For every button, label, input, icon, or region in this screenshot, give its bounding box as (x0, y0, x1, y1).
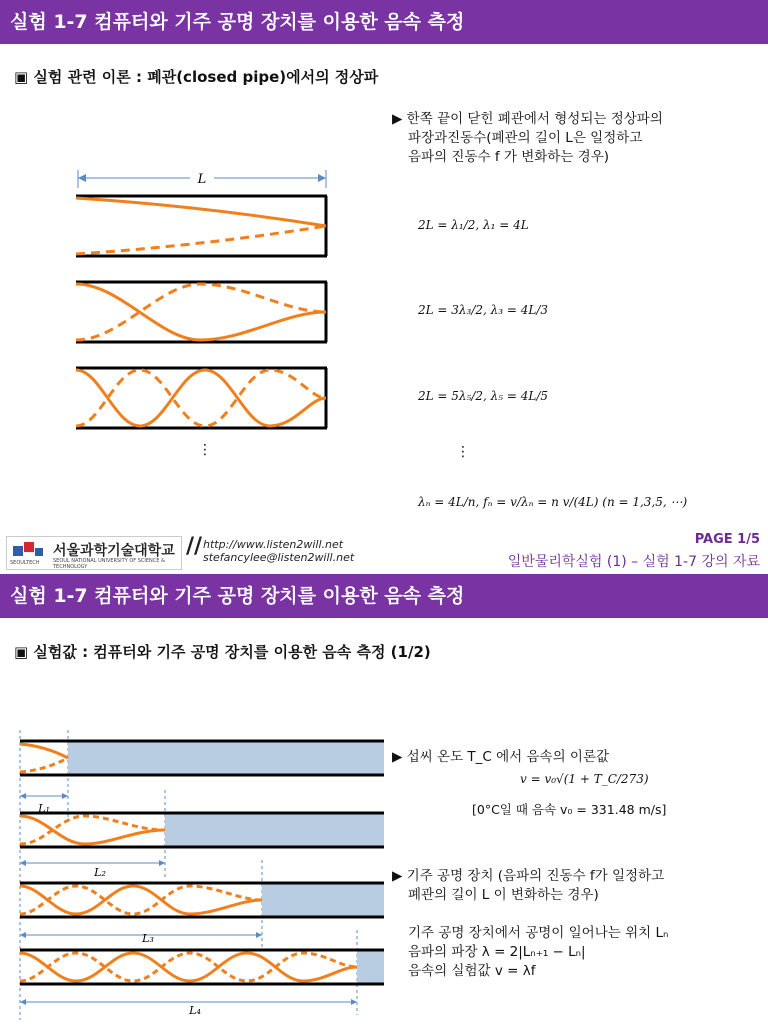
length-label-2: L₂ (94, 866, 106, 879)
tube-2 (20, 813, 384, 847)
note3-line-2: 음파의 파장 λ = 2|Lₙ₊₁ − Lₙ| (408, 944, 586, 960)
slide2-note-2 (392, 867, 664, 905)
length-label-4: L₄ (189, 1004, 201, 1017)
university-logo (6, 536, 182, 570)
tube-3 (20, 883, 384, 917)
page-number: PAGE 1/5 (694, 532, 760, 547)
slide2-section-heading: ▣ 실험값 : 컴퓨터와 기주 공명 장치를 이용한 음속 측정 (1/2) (14, 643, 431, 661)
slide2-title: 실험 1-7 컴퓨터와 기주 공명 장치를 이용한 음속 측정 (10, 585, 465, 607)
footer (0, 528, 768, 574)
slide1-note (392, 110, 663, 167)
length-label-3: L₃ (142, 932, 154, 945)
note2-line-1: ▶ 기주 공명 장치 (음파의 진동수 f가 일정하고 (392, 868, 665, 884)
length-label-1: L₁ (38, 802, 50, 815)
footer-links (203, 538, 354, 564)
university-name: 서울과학기술대학교 (53, 543, 175, 559)
ellipsis-right: ⋮ (456, 444, 470, 460)
ellipsis-left: ⋮ (198, 442, 212, 458)
note2-line-2: 폐관의 길이 L 이 변화하는 경우) (408, 887, 599, 903)
note3-line-1: 기주 공명 장치에서 공명이 일어나는 위치 Lₙ (408, 925, 669, 941)
university-sub: SEOULTECH (10, 560, 40, 566)
pipe-mode-3 (76, 282, 327, 342)
slide2-title-bar (0, 574, 768, 618)
university-sub-full: SEOUL NATIONAL UNIVERSITY OF SCIENCE & TECHNOLOGY (53, 558, 165, 570)
slide1-section-heading: ▣ 실험 관련 이론 : 폐관(closed pipe)에서의 정상파 (14, 68, 379, 86)
tube-4 (20, 950, 384, 984)
theory-formula: v = v₀√(1 + T_C/273) (520, 772, 649, 786)
pipe-mode-5 (76, 368, 327, 428)
slash-icon: // (186, 534, 203, 559)
length-label: L (197, 172, 207, 187)
university-emblem-icon (11, 540, 49, 560)
note-line-3: 음파의 진동수 f 가 변화하는 경우) (408, 149, 610, 165)
slide2-note-1 (392, 748, 609, 767)
equation-mode-1: 2L = λ₁/2, λ₁ = 4L (418, 218, 529, 232)
note3-line-3: 음속의 실험값 v = λf (408, 963, 536, 979)
reference-speed: [0°C일 때 음속 v₀ = 331.48 m/s] (472, 802, 667, 817)
pipe-mode-1 (76, 196, 327, 256)
website-link[interactable]: http://www.listen2will.net (203, 538, 344, 551)
slide2-note-3 (408, 924, 668, 981)
closed-pipe-diagram (0, 160, 390, 460)
general-equation: λₙ = 4L/n, fₙ = v/λₙ = n v/(4L) (n = 1,3,5, ⋯) (418, 495, 688, 509)
note1-line-1: ▶ 섭씨 온도 T_C 에서 음속의 이론값 (392, 749, 610, 765)
equation-mode-3: 2L = 3λ₃/2, λ₃ = 4L/3 (418, 303, 549, 317)
tube-1 (20, 741, 384, 775)
note-line-2: 파장과진동수(폐관의 길이 L은 일정하고 (408, 130, 643, 146)
resonance-tube-diagram (0, 730, 392, 1020)
course-name: 일반물리학실험 (1) – 실험 1-7 강의 자료 (507, 554, 760, 570)
equation-mode-5: 2L = 5λ₅/2, λ₅ = 4L/5 (418, 389, 549, 403)
note-line-1: ▶ 한쪽 끝이 닫힌 폐관에서 형성되는 정상파의 (392, 111, 663, 127)
slide1-title: 실험 1-7 컴퓨터와 기주 공명 장치를 이용한 음속 측정 (10, 11, 465, 33)
slide1-title-bar (0, 0, 768, 44)
email-link[interactable]: stefancylee@listen2will.net (203, 551, 355, 564)
